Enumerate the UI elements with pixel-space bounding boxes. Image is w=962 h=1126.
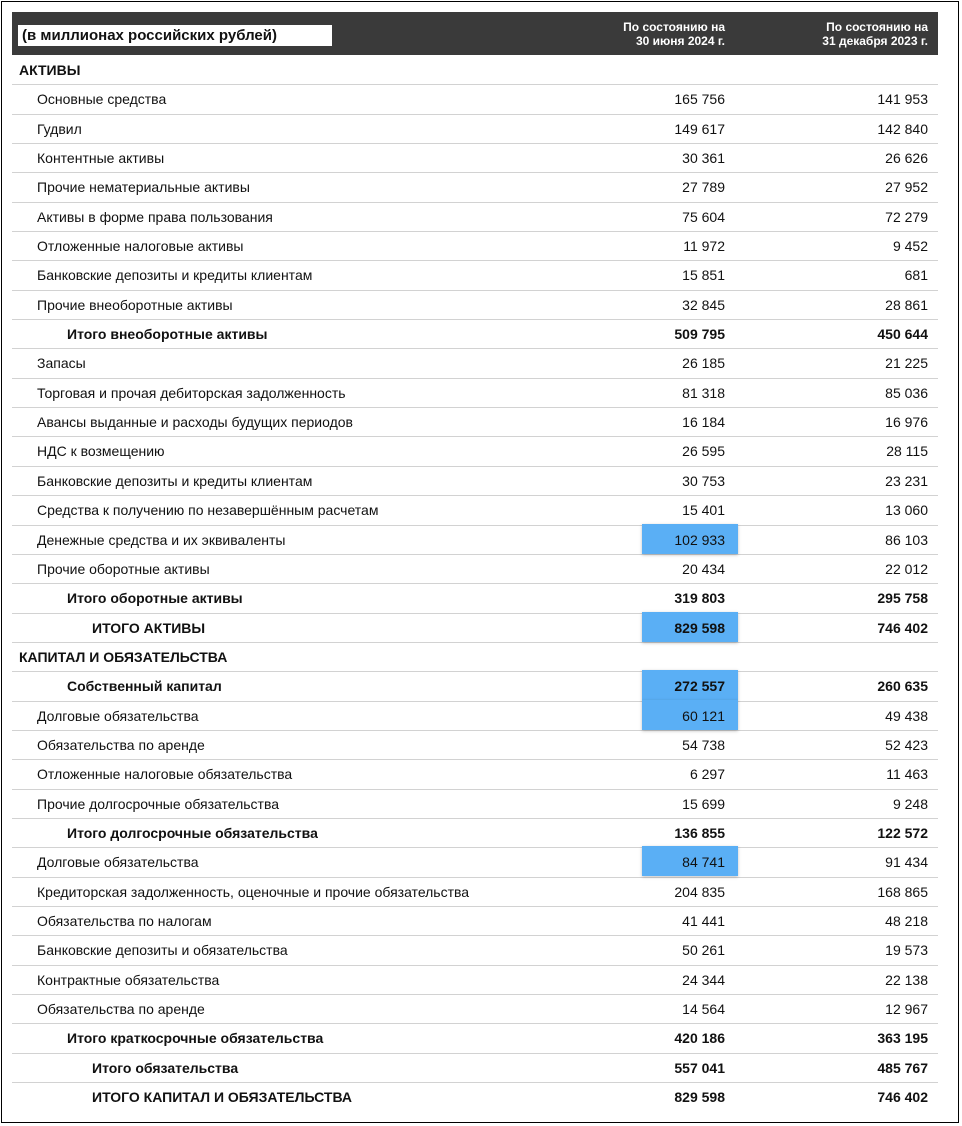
balance-sheet-table bbox=[12, 56, 938, 1112]
value-dec-2023: 22 138 bbox=[885, 971, 928, 988]
row-label: Контрактные обязательства bbox=[37, 971, 220, 988]
table-row bbox=[12, 379, 938, 408]
value-jun-2024: 26 595 bbox=[682, 443, 725, 460]
value-dec-2023: 28 861 bbox=[885, 296, 928, 313]
row-label: ИТОГО АКТИВЫ bbox=[92, 619, 206, 636]
value-jun-2024: 102 933 bbox=[674, 531, 725, 548]
value-dec-2023: 12 967 bbox=[885, 1001, 928, 1017]
value-jun-2024: 54 738 bbox=[682, 736, 725, 753]
value-dec-2023: 450 644 bbox=[877, 326, 928, 343]
value-jun-2024: 165 756 bbox=[674, 91, 725, 108]
value-jun-2024: 15 851 bbox=[682, 267, 725, 284]
value-jun-2024: 557 041 bbox=[674, 1059, 725, 1076]
row-label: Денежные средства и их эквиваленты bbox=[37, 531, 286, 548]
value-dec-2023: 52 423 bbox=[885, 736, 928, 753]
value-jun-2024: 204 835 bbox=[674, 883, 725, 900]
table-row bbox=[12, 555, 938, 584]
column-header-jun-2024 bbox=[555, 20, 725, 48]
total-row bbox=[12, 672, 938, 701]
value-dec-2023: 27 952 bbox=[885, 179, 928, 196]
value-jun-2024: 30 753 bbox=[682, 472, 725, 489]
value-dec-2023: 122 572 bbox=[877, 824, 928, 841]
row-label: Прочие оборотные активы bbox=[37, 560, 210, 577]
table-row bbox=[12, 349, 938, 378]
row-label: Контентные активы bbox=[37, 150, 165, 167]
value-jun-2024: 136 855 bbox=[674, 824, 725, 841]
row-label: Прочие внеоборотные активы bbox=[37, 296, 233, 313]
column-header-dec-2023 bbox=[758, 20, 928, 48]
value-dec-2023: 48 218 bbox=[885, 912, 928, 929]
value-jun-2024: 50 261 bbox=[682, 942, 725, 959]
row-label: АКТИВЫ bbox=[19, 62, 81, 78]
value-jun-2024: 272 557 bbox=[674, 678, 725, 695]
table-row bbox=[12, 526, 938, 555]
value-dec-2023: 28 115 bbox=[886, 443, 928, 460]
value-dec-2023: 681 bbox=[904, 267, 928, 284]
table-row bbox=[12, 203, 938, 232]
table-row bbox=[12, 760, 938, 789]
total-row bbox=[12, 614, 938, 643]
value-dec-2023: 295 758 bbox=[877, 590, 928, 607]
value-jun-2024: 30 361 bbox=[682, 150, 725, 167]
row-label: КАПИТАЛ И ОБЯЗАТЕЛЬСТВА bbox=[19, 648, 228, 665]
value-dec-2023: 85 036 bbox=[885, 384, 928, 401]
row-label: Обязательства по аренде bbox=[37, 1001, 205, 1017]
section-header-row bbox=[12, 643, 938, 672]
table-row bbox=[12, 496, 938, 525]
value-dec-2023: 72 279 bbox=[885, 208, 928, 225]
table-row bbox=[12, 115, 938, 144]
column-header-line: 30 июня 2024 г. bbox=[635, 34, 725, 48]
value-dec-2023: 21 225 bbox=[885, 355, 928, 372]
table-row bbox=[12, 995, 938, 1024]
table-row bbox=[12, 907, 938, 936]
value-dec-2023: 23 231 bbox=[885, 472, 928, 489]
row-label: Основные средства bbox=[37, 91, 167, 108]
table-row bbox=[12, 408, 938, 437]
row-label: Итого обязательства bbox=[92, 1059, 239, 1076]
row-label: Авансы выданные и расходы будущих периодов bbox=[37, 414, 353, 431]
section-header-row bbox=[12, 56, 938, 85]
table-row bbox=[12, 936, 938, 965]
value-jun-2024: 829 598 bbox=[674, 1089, 725, 1106]
row-label: Активы в форме права пользования bbox=[37, 208, 273, 225]
row-label: Банковские депозиты и обязательства bbox=[37, 942, 288, 959]
column-header-line: 31 декабря 2023 г. bbox=[822, 34, 928, 48]
value-jun-2024: 20 434 bbox=[682, 560, 725, 577]
value-jun-2024: 829 598 bbox=[674, 619, 725, 636]
table-row bbox=[12, 85, 938, 114]
table-row bbox=[12, 232, 938, 261]
value-jun-2024: 420 186 bbox=[674, 1030, 725, 1047]
row-label: Банковские депозиты и кредиты клиентам bbox=[37, 472, 313, 489]
value-jun-2024: 149 617 bbox=[674, 120, 725, 137]
row-label: Средства к получению по незавершённым расчетам bbox=[37, 502, 379, 519]
value-jun-2024: 84 741 bbox=[682, 854, 725, 871]
table-row bbox=[12, 702, 938, 731]
row-label: Долговые обязательства bbox=[37, 707, 199, 724]
total-row bbox=[12, 584, 938, 613]
row-label: Итого оборотные активы bbox=[67, 590, 243, 607]
value-jun-2024: 14 564 bbox=[682, 1001, 725, 1017]
value-dec-2023: 22 012 bbox=[885, 560, 928, 577]
row-label: Итого внеоборотные активы bbox=[67, 326, 268, 343]
value-dec-2023: 363 195 bbox=[877, 1030, 928, 1047]
table-row bbox=[12, 966, 938, 995]
total-row bbox=[12, 320, 938, 349]
value-dec-2023: 746 402 bbox=[877, 1089, 928, 1106]
value-dec-2023: 9 452 bbox=[892, 238, 928, 255]
total-row bbox=[12, 819, 938, 848]
table-row bbox=[12, 848, 938, 877]
row-label: Отложенные налоговые активы bbox=[37, 238, 244, 255]
value-jun-2024: 26 185 bbox=[682, 355, 725, 372]
unit-label: (в миллионах российских рублей) bbox=[18, 25, 332, 46]
value-jun-2024: 27 789 bbox=[682, 179, 725, 196]
table-row bbox=[12, 144, 938, 173]
value-jun-2024: 6 297 bbox=[689, 766, 725, 783]
table-row bbox=[12, 173, 938, 202]
row-label: Итого краткосрочные обязательства bbox=[67, 1030, 324, 1047]
value-dec-2023: 11 463 bbox=[886, 766, 928, 783]
row-label: Прочие нематериальные активы bbox=[37, 179, 250, 196]
value-dec-2023: 168 865 bbox=[877, 883, 928, 900]
total-row bbox=[12, 1054, 938, 1083]
value-dec-2023: 49 438 bbox=[885, 707, 928, 724]
value-dec-2023: 19 573 bbox=[885, 942, 928, 959]
row-label: Торговая и прочая дебиторская задолженность bbox=[37, 384, 346, 401]
value-jun-2024: 16 184 bbox=[682, 414, 725, 431]
table-row bbox=[12, 437, 938, 466]
total-row bbox=[12, 1024, 938, 1053]
value-jun-2024: 15 401 bbox=[682, 502, 725, 519]
table-row bbox=[12, 467, 938, 496]
value-dec-2023: 141 953 bbox=[877, 91, 928, 108]
row-label: Долговые обязательства bbox=[37, 854, 199, 871]
value-dec-2023: 16 976 bbox=[885, 414, 928, 431]
table-row bbox=[12, 261, 938, 290]
row-label: Запасы bbox=[37, 355, 86, 372]
row-label: Прочие долгосрочные обязательства bbox=[37, 795, 280, 812]
value-dec-2023: 260 635 bbox=[877, 678, 928, 695]
row-label: Итого долгосрочные обязательства bbox=[67, 824, 318, 841]
value-jun-2024: 75 604 bbox=[682, 208, 725, 225]
row-label: Кредиторская задолженность, оценочные и прочие обязательства bbox=[37, 883, 470, 900]
value-dec-2023: 13 060 bbox=[885, 502, 928, 519]
value-dec-2023: 86 103 bbox=[885, 531, 928, 548]
value-dec-2023: 142 840 bbox=[877, 120, 928, 137]
column-header-line: По состоянию на bbox=[623, 20, 725, 34]
column-header-line: По состоянию на bbox=[826, 20, 928, 34]
row-label: Обязательства по аренде bbox=[37, 736, 205, 753]
value-jun-2024: 11 972 bbox=[683, 238, 725, 255]
table-row bbox=[12, 790, 938, 819]
row-label: Гудвил bbox=[37, 120, 82, 137]
value-dec-2023: 91 434 bbox=[885, 854, 928, 871]
table-row bbox=[12, 291, 938, 320]
value-dec-2023: 485 767 bbox=[877, 1059, 928, 1076]
value-jun-2024: 60 121 bbox=[682, 707, 725, 724]
value-jun-2024: 15 699 bbox=[682, 795, 725, 812]
table-header bbox=[12, 12, 938, 55]
value-dec-2023: 26 626 bbox=[885, 150, 928, 167]
row-label: Собственный капитал bbox=[67, 678, 222, 695]
value-dec-2023: 9 248 bbox=[892, 795, 928, 812]
table-row bbox=[12, 878, 938, 907]
value-jun-2024: 81 318 bbox=[682, 384, 725, 401]
table-row bbox=[12, 731, 938, 760]
value-jun-2024: 319 803 bbox=[674, 590, 725, 607]
row-label: Обязательства по налогам bbox=[37, 912, 212, 929]
value-jun-2024: 41 441 bbox=[682, 912, 725, 929]
value-jun-2024: 32 845 bbox=[682, 296, 725, 313]
row-label: НДС к возмещению bbox=[37, 443, 165, 460]
total-row bbox=[12, 1083, 938, 1112]
row-label: Банковские депозиты и кредиты клиентам bbox=[37, 267, 313, 284]
value-dec-2023: 746 402 bbox=[877, 619, 928, 636]
value-jun-2024: 24 344 bbox=[682, 971, 725, 988]
value-jun-2024: 509 795 bbox=[674, 326, 725, 343]
row-label: Отложенные налоговые обязательства bbox=[37, 766, 293, 783]
row-label: ИТОГО КАПИТАЛ И ОБЯЗАТЕЛЬСТВА bbox=[92, 1089, 353, 1106]
